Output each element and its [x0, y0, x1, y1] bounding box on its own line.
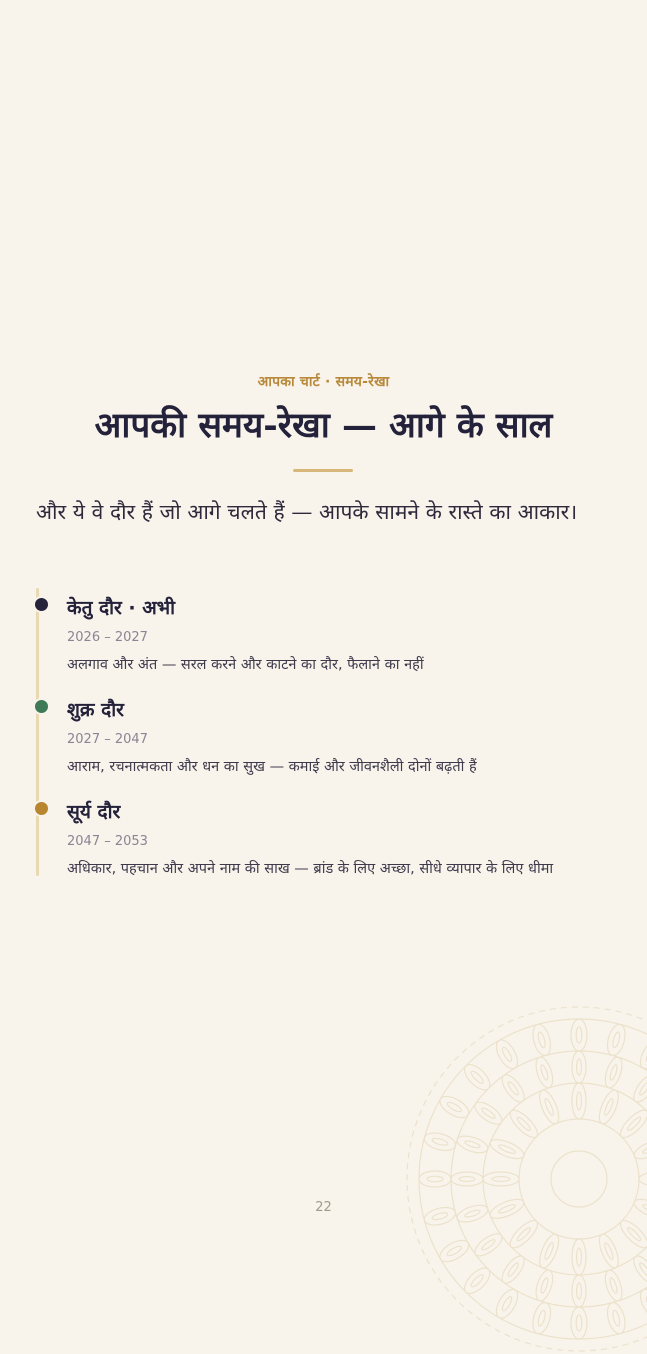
mandala-petal-vein	[577, 1092, 582, 1110]
title-divider	[293, 469, 353, 472]
mandala-petal	[506, 1106, 541, 1141]
mandala-petal-vein	[576, 1027, 582, 1043]
page-title: आपकी समय-रेखा — आगे के साल	[94, 405, 553, 446]
period-description: अलगाव और अंत — सरल करने और काटने का दौर, फैलाने का नहीं	[67, 657, 424, 673]
mandala-petal-vein	[446, 1245, 463, 1258]
mandala-petal-vein	[611, 1310, 621, 1327]
period-description: आराम, रचनात्मकता और धन का सुख — कमाई और जीवनशैली दोनों बढ़ती हैं	[67, 759, 477, 775]
mandala-petal	[471, 1230, 505, 1260]
mandala-petal-vein	[498, 1143, 517, 1154]
mandala-petal	[533, 1268, 556, 1303]
mandala-petal	[571, 1307, 587, 1339]
mandala-petal-vein	[431, 1137, 448, 1147]
mandala-petal	[533, 1055, 556, 1090]
mandala-petal	[595, 1088, 622, 1127]
mandala-petal-vein	[626, 1226, 642, 1242]
mandala-petals-inner	[483, 1083, 647, 1275]
mandala-petal-vein	[576, 1315, 582, 1331]
section-eyebrow: आपका चार्ट · समय-रेखा	[257, 374, 390, 390]
mandala-petal	[604, 1022, 628, 1057]
intro-paragraph: और ये वे दौर हैं जो आगे चलते हैं — आपके सामने के रास्ते का आकार।	[36, 500, 578, 524]
mandala-petal-vein	[446, 1101, 463, 1114]
mandala-petal-vein	[603, 1098, 614, 1117]
mandala-petal	[471, 1098, 505, 1128]
mandala-petal	[571, 1019, 587, 1051]
mandala-petal	[616, 1216, 647, 1251]
mandala-petal	[616, 1106, 647, 1141]
mandala-petal-vein	[537, 1310, 547, 1327]
mandala-petal-vein	[537, 1031, 547, 1048]
mandala-petal-vein	[577, 1059, 582, 1075]
mandala-petal	[530, 1022, 554, 1057]
mandala-petal-vein	[603, 1242, 614, 1261]
mandala-petal	[572, 1239, 586, 1275]
period-name: सूर्य दौर	[67, 801, 121, 823]
mandala-petal-vein	[626, 1116, 642, 1132]
mandala-petal	[572, 1083, 586, 1119]
period-dot	[33, 800, 50, 817]
mandala-petal-vein	[609, 1277, 619, 1294]
mandala-petal	[460, 1264, 494, 1298]
period-name: शुक्र दौर	[67, 699, 124, 721]
mandala-petal	[530, 1301, 554, 1336]
period-dot	[33, 596, 50, 613]
mandala-petal-vein	[543, 1242, 554, 1261]
mandala-petal	[506, 1216, 541, 1251]
mandala-petal	[572, 1051, 586, 1083]
mandala-petal	[630, 1253, 647, 1287]
mandala-petal	[536, 1088, 563, 1127]
mandala-petal-vein	[543, 1098, 554, 1117]
mandala-petal	[460, 1060, 494, 1094]
mandala-petal	[422, 1130, 457, 1154]
timeline-line	[36, 588, 39, 876]
mandala-petal-vein	[516, 1226, 532, 1242]
mandala-petal	[455, 1133, 490, 1156]
timeline	[36, 588, 626, 876]
mandala-petal	[536, 1232, 563, 1271]
mandala-petal	[630, 1071, 647, 1105]
mandala-petal-vein	[609, 1064, 619, 1081]
mandala-petal	[572, 1275, 586, 1307]
page-number: 22	[315, 1200, 332, 1215]
mandala-petal-vein	[577, 1283, 582, 1299]
mandala-petal-vein	[577, 1248, 582, 1266]
mandala-petal	[604, 1301, 628, 1336]
mandala-petal-vein	[540, 1277, 550, 1294]
mandala-petal-vein	[501, 1295, 514, 1312]
mandala-petal-vein	[492, 1177, 510, 1182]
mandala-petal	[595, 1232, 622, 1271]
mandala-petal	[639, 1172, 647, 1186]
mandala-petal-vein	[638, 1080, 647, 1096]
mandala-petal-vein	[611, 1031, 621, 1048]
mandala-petal-vein	[540, 1064, 550, 1081]
mandala-petal	[602, 1055, 625, 1090]
mandala-petal	[636, 1036, 647, 1072]
mandala-petal	[498, 1253, 528, 1287]
mandala-petal-vein	[427, 1176, 443, 1182]
period-years: 2026 – 2027	[67, 630, 148, 645]
mandala-petal	[419, 1171, 451, 1187]
mandala-petal	[483, 1172, 519, 1186]
mandala-petal	[488, 1136, 527, 1163]
period-years: 2047 – 2053	[67, 834, 148, 849]
mandala-petal-vein	[516, 1116, 532, 1132]
mandala-petal-vein	[501, 1046, 514, 1063]
mandala-petal-vein	[638, 1262, 647, 1278]
mandala-petal	[636, 1286, 647, 1322]
mandala-petal-vein	[459, 1177, 475, 1182]
mandala-petal	[498, 1071, 528, 1105]
mandala-petal	[451, 1172, 483, 1186]
mandala-icon	[404, 1004, 647, 1354]
mandala-petal-vein	[464, 1140, 481, 1150]
period-years: 2027 – 2047	[67, 732, 148, 747]
period-dot	[33, 698, 50, 715]
mandala-petal	[602, 1268, 625, 1303]
period-description: अधिकार, पहचान और अपने नाम की साख — ब्रांड के लिए अच्छा, सीधे व्यापार के लिए धीमा	[67, 861, 554, 877]
period-name: केतु दौर · अभी	[67, 597, 176, 619]
